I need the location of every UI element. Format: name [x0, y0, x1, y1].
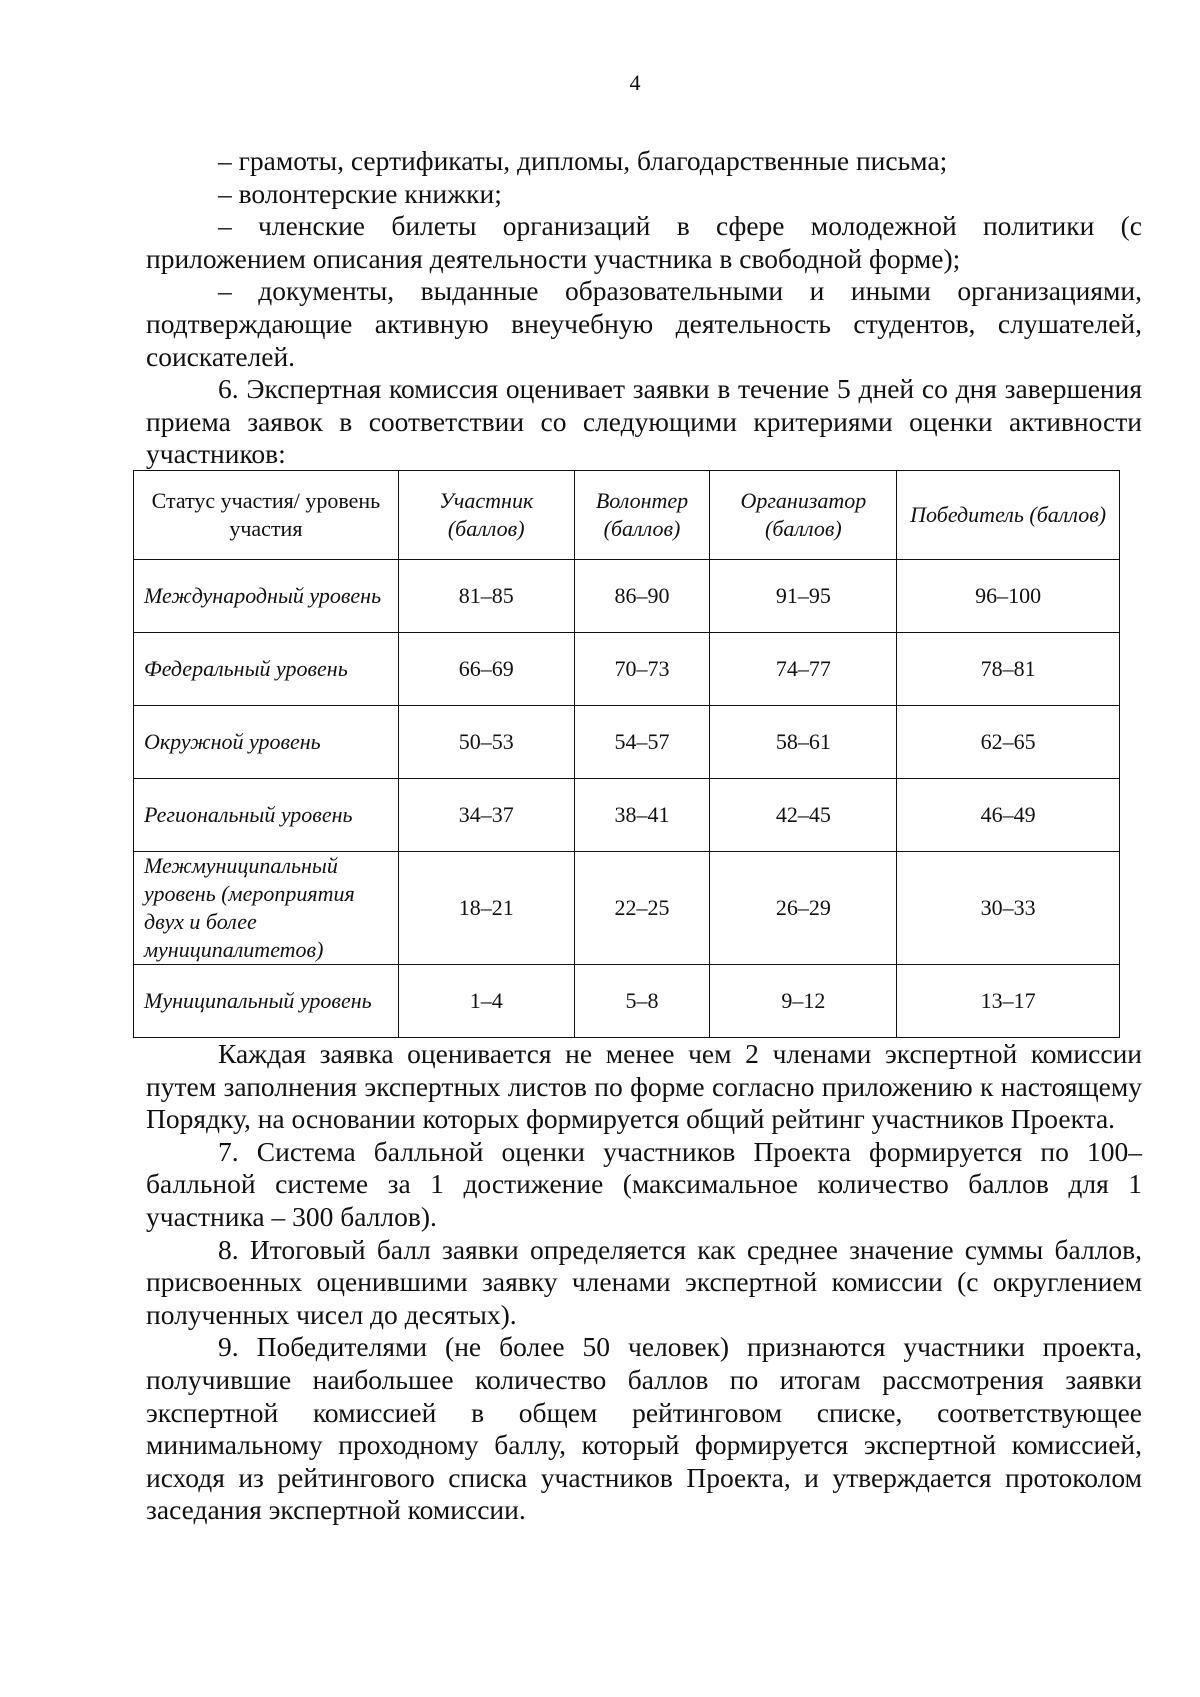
- table-row: [134, 706, 1120, 779]
- upper-text: [146, 145, 1142, 471]
- criteria-table-wrap: [133, 470, 1120, 1038]
- score-cell: 38–41: [574, 779, 710, 852]
- header-winner: Победитель (баллов): [897, 471, 1120, 560]
- score-cell: 18–21: [398, 852, 574, 965]
- paragraph-9: 9. Победителями (не более 50 человек) признаются участники проекта, получившие наибольшее количество баллов по итогам рассмотрения заявки экспертной комиссией в общем рейтинговом списке, соответствующее минимальному проходному баллу, который формируется экспертной комиссией, исходя из рейтингового списка участников Проекта, и утверждается протоколом заседания экспертной комиссии.: [146, 1331, 1142, 1526]
- score-cell: 86–90: [574, 560, 710, 633]
- score-cell: 78–81: [897, 633, 1120, 706]
- score-cell: 74–77: [710, 633, 897, 706]
- score-cell: 13–17: [897, 965, 1120, 1038]
- table-row: [134, 560, 1120, 633]
- header-organizer: Организатор (баллов): [710, 471, 897, 560]
- level-cell: Окружной уровень: [134, 706, 399, 779]
- score-cell: 81–85: [398, 560, 574, 633]
- score-cell: 58–61: [710, 706, 897, 779]
- score-cell: 91–95: [710, 560, 897, 633]
- table-header-row: [134, 471, 1120, 560]
- table-row: [134, 779, 1120, 852]
- list-item-diplomas: – грамоты, сертификаты, дипломы, благодарственные письма;: [218, 145, 948, 176]
- table-row: [134, 852, 1120, 965]
- header-participant: Участник (баллов): [398, 471, 574, 560]
- paragraph-6: 6. Экспертная комиссия оценивает заявки в течение 5 дней со дня завершения приема заявок в соответствии со следующими критериями оценки активности участников:: [146, 373, 1142, 470]
- level-cell: Муниципальный уровень: [134, 965, 399, 1038]
- level-cell: Межмуниципальный уровень (мероприятия двух и более муниципалитетов): [134, 852, 399, 965]
- paragraph-7: 7. Система балльной оценки участников Проекта формируется по 100–балльной системе за 1 достижение (максимальное количество баллов для 1 участника – 300 баллов).: [146, 1135, 1142, 1232]
- score-cell: 42–45: [710, 779, 897, 852]
- score-cell: 22–25: [574, 852, 710, 965]
- header-volunteer: Волонтер (баллов): [574, 471, 710, 560]
- score-cell: 54–57: [574, 706, 710, 779]
- score-cell: 9–12: [710, 965, 897, 1038]
- table-row: [134, 965, 1120, 1038]
- score-cell: 70–73: [574, 633, 710, 706]
- level-cell: Федеральный уровень: [134, 633, 399, 706]
- page-number: 4: [629, 70, 641, 95]
- header-status: Статус участия/ уровень участия: [134, 471, 399, 560]
- level-cell: Международный уровень: [134, 560, 399, 633]
- score-cell: 46–49: [897, 779, 1120, 852]
- score-cell: 5–8: [574, 965, 710, 1038]
- criteria-table: [133, 470, 1120, 1038]
- paragraph-each-application: Каждая заявка оценивается не менее чем 2 членами экспертной комиссии путем заполнения экспертных листов по форме согласно приложению к настоящему Порядку, на основании которых формируется общий рейтинг участников Проекта.: [146, 1038, 1142, 1135]
- list-item-membership: – членские билеты организаций в сфере молодежной политики (с приложением описания деятельности участника в свободной форме);: [146, 210, 1142, 274]
- list-item-documents: – документы, выданные образовательными и иными организациями, подтверждающие активную внеучебную деятельность студентов, слушателей, соискателей.: [146, 275, 1142, 372]
- score-cell: 26–29: [710, 852, 897, 965]
- lower-text: [146, 1038, 1142, 1527]
- score-cell: 1–4: [398, 965, 574, 1038]
- score-cell: 62–65: [897, 706, 1120, 779]
- level-cell: Региональный уровень: [134, 779, 399, 852]
- paragraph-8: 8. Итоговый балл заявки определяется как среднее значение суммы баллов, присвоенных оценившими заявку членами экспертной комиссии (с округлением полученных чисел до десятых).: [146, 1233, 1142, 1330]
- score-cell: 96–100: [897, 560, 1120, 633]
- list-item-volunteer-books: – волонтерские книжки;: [218, 177, 502, 209]
- score-cell: 66–69: [398, 633, 574, 706]
- score-cell: 30–33: [897, 852, 1120, 965]
- table-row: [134, 633, 1120, 706]
- score-cell: 50–53: [398, 706, 574, 779]
- score-cell: 34–37: [398, 779, 574, 852]
